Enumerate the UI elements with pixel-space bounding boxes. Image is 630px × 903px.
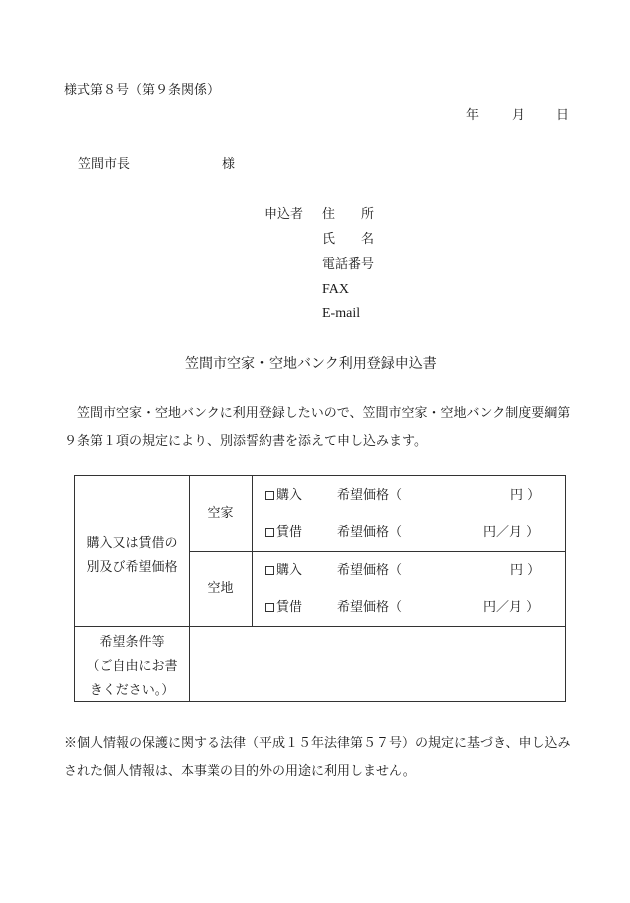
price-row-header-line1: 購入又は賃借の [86,536,178,551]
checkbox[interactable] [265,491,274,500]
fax-label: FAX [322,282,349,297]
price-label: 希望価格（ [337,525,403,540]
conditions-header-line2: （ご自由にお書 [86,659,178,674]
date-day-label: 日 [556,108,570,123]
akiya-purchase-option[interactable] [265,489,302,502]
akiya-label: 空家 [207,506,234,521]
table-divider [189,551,565,552]
checkbox[interactable] [265,566,274,575]
date-year-label: 年 [466,108,480,123]
addressee-name: 笠間市長 [78,157,131,172]
akichi-label: 空地 [207,581,234,596]
lease-label: 賃借 [276,600,303,615]
email-label: E-mail [322,306,361,321]
document-title: 笠間市空家・空地バンク利用登録申込書 [185,356,437,372]
akichi-lease-option[interactable] [265,601,302,614]
akichi-purchase-option[interactable] [265,564,302,577]
addressee-honorific: 様 [222,157,236,172]
yen-unit: 円 ） [510,563,541,578]
conditions-input[interactable] [190,627,565,701]
yen-month-unit: 円／月 ） [483,600,540,615]
checkbox[interactable] [265,603,274,612]
yen-month-unit: 円／月 ） [483,525,540,540]
akiya-lease-option[interactable] [265,526,302,539]
price-row-header [75,532,189,580]
yen-unit: 円 ） [510,488,541,503]
checkbox[interactable] [265,528,274,537]
phone-label: 電話番号 [322,257,375,272]
form-number: 様式第８号（第９条関係） [64,83,221,98]
conditions-header [75,631,189,703]
price-row-header-line2: 別及び希望価格 [86,560,178,575]
date-month-label: 月 [512,108,526,123]
purchase-label: 購入 [276,563,303,578]
price-label: 希望価格（ [337,488,403,503]
price-label: 希望価格（ [337,563,403,578]
price-label: 希望価格（ [337,600,403,615]
privacy-note: ※個人情報の保護に関する法律（平成１５年法律第５７号）の規定に基づき、申し込みされた個人情報は、本事業の目的外の用途に利用しません。 [64,736,571,779]
address-label: 住 所 [322,207,375,222]
request-table [74,475,566,702]
body-text: 笠間市空家・空地バンクに利用登録したいので、笠間市空家・空地バンク制度要綱第９条第１項の規定により、別添誓約書を添えて申し込みます。 [64,406,571,449]
conditions-header-line1: 希望条件等 [99,635,165,650]
purchase-label: 購入 [276,488,303,503]
lease-label: 賃借 [276,525,303,540]
applicant-label: 申込者 [264,207,304,222]
name-label: 氏 名 [322,232,375,247]
conditions-header-line3: きください。） [89,683,175,698]
